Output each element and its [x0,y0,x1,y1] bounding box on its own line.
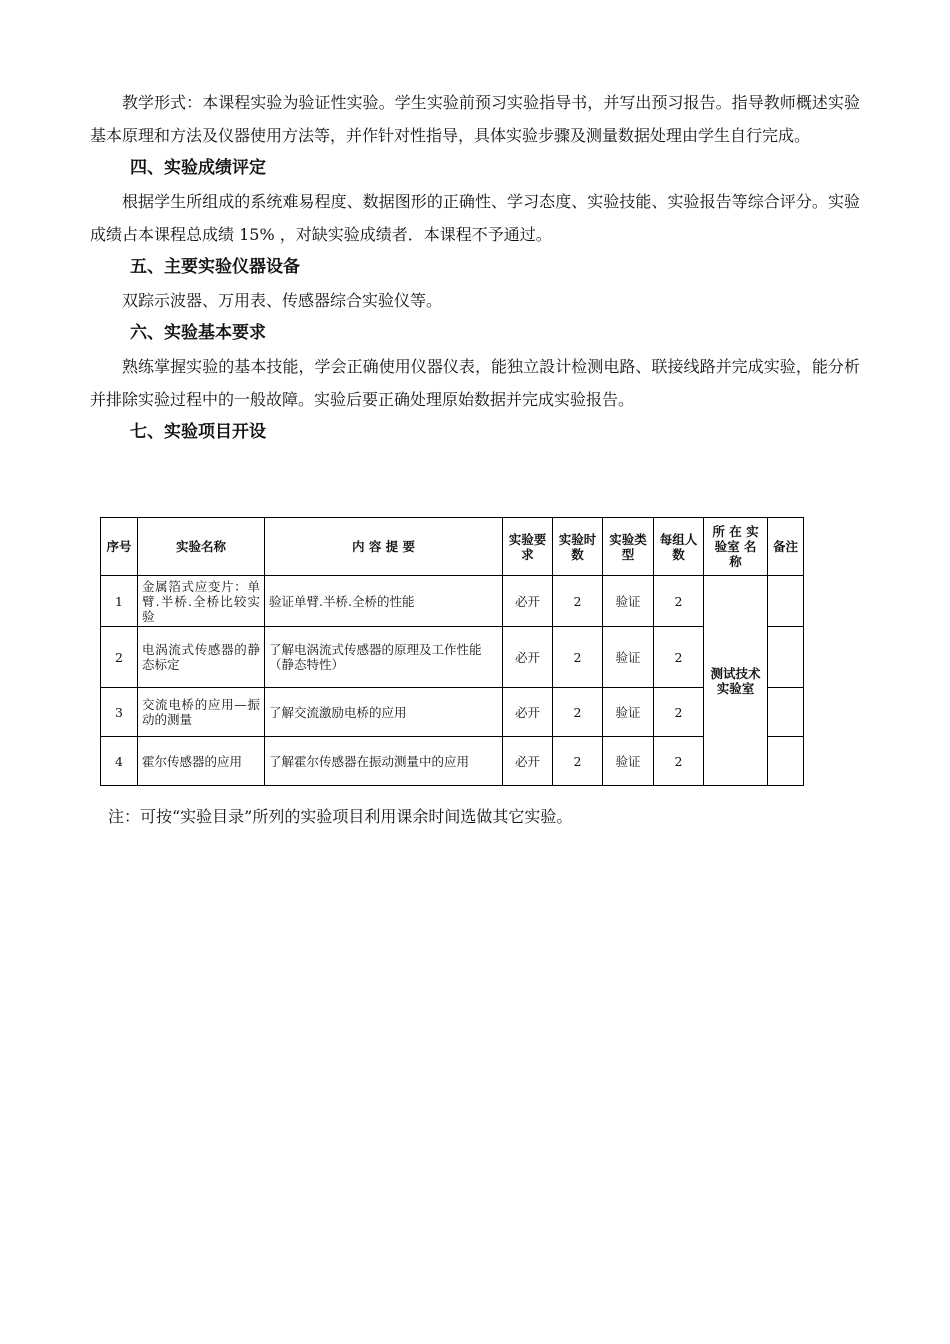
cell-name: 金属箔式应变片：单臂.半桥.全桥比较实验 [138,576,265,627]
header-content: 内 容 提 要 [265,518,503,576]
cell-type: 验证 [603,737,654,786]
cell-hours: 2 [553,576,603,627]
header-requirement: 实验要求 [503,518,553,576]
cell-lab-name: 测试技术实验室 [704,576,768,786]
experiment-table [100,517,804,786]
cell-group-size: 2 [654,737,704,786]
cell-group-size: 2 [654,627,704,688]
header-no: 序号 [101,518,138,576]
header-type: 实验类型 [603,518,654,576]
cell-group-size: 2 [654,576,704,627]
table-row [101,737,804,786]
cell-no: 3 [101,688,138,737]
cell-name: 电涡流式传感器的静态标定 [138,627,265,688]
section-heading-grading: 四、实验成绩评定 [130,158,266,178]
header-name: 实验名称 [138,518,265,576]
cell-remark [768,627,804,688]
cell-name: 霍尔传感器的应用 [138,737,265,786]
cell-requirement: 必开 [503,627,553,688]
section-heading-experiments: 七、实验项目开设 [130,422,266,442]
header-remark: 备注 [768,518,804,576]
cell-hours: 2 [553,627,603,688]
table-header-row [101,518,804,576]
footnote: 注：可按“实验目录”所列的实验项目利用课余时间选做其它实验。 [108,807,573,826]
document-body [90,86,860,449]
cell-requirement: 必开 [503,737,553,786]
cell-remark [768,737,804,786]
cell-remark [768,688,804,737]
section-heading-equipment: 五、主要实验仪器设备 [130,257,300,277]
paragraph-equipment: 双踪示波器、万用表、传感器综合实验仪等。 [122,291,443,310]
cell-no: 1 [101,576,138,627]
cell-content: 了解交流激励电桥的应用 [265,688,503,737]
cell-name: 交流电桥的应用—振动的测量 [138,688,265,737]
paragraph-requirements: 熟练掌握实验的基本技能，学会正确使用仪器仪表，能独立設计检测电路、联接线路并完成实验，能分析并排除实验过程中的一般故障。实验后要正确处理原始数据并完成实验报告。 [90,357,860,409]
header-group-size: 每组人数 [654,518,704,576]
table-row [101,627,804,688]
header-hours: 实验时数 [553,518,603,576]
cell-no: 4 [101,737,138,786]
cell-content: 验证单臂.半桥.全桥的性能 [265,576,503,627]
paragraph-grading: 根据学生所组成的系统难易程度、数据图形的正确性、学习态度、实验技能、实验报告等综合评分。实验成绩占本课程总成绩 15% ，对缺实验成绩者．本课程不予通过。 [90,192,860,244]
cell-content: 了解电涡流式传感器的原理及工作性能（静态特性） [265,627,503,688]
cell-requirement: 必开 [503,576,553,627]
table-row [101,576,804,627]
header-lab: 所 在 实验室 名 称 [704,518,768,576]
cell-type: 验证 [603,576,654,627]
cell-no: 2 [101,627,138,688]
cell-type: 验证 [603,688,654,737]
cell-content: 了解霍尔传感器在振动测量中的应用 [265,737,503,786]
cell-hours: 2 [553,737,603,786]
cell-requirement: 必开 [503,688,553,737]
section-heading-requirements: 六、实验基本要求 [130,323,266,343]
cell-remark [768,576,804,627]
cell-group-size: 2 [654,688,704,737]
cell-type: 验证 [603,627,654,688]
cell-hours: 2 [553,688,603,737]
table-row [101,688,804,737]
paragraph-teaching-form: 教学形式：本课程实验为验证性实验。学生实验前预习实验指导书，并写出预习报告。指导教师概述实验基本原理和方法及仪器使用方法等，并作针对性指导，具体实验步骤及测量数据处理由学生自行完成。 [90,93,860,145]
